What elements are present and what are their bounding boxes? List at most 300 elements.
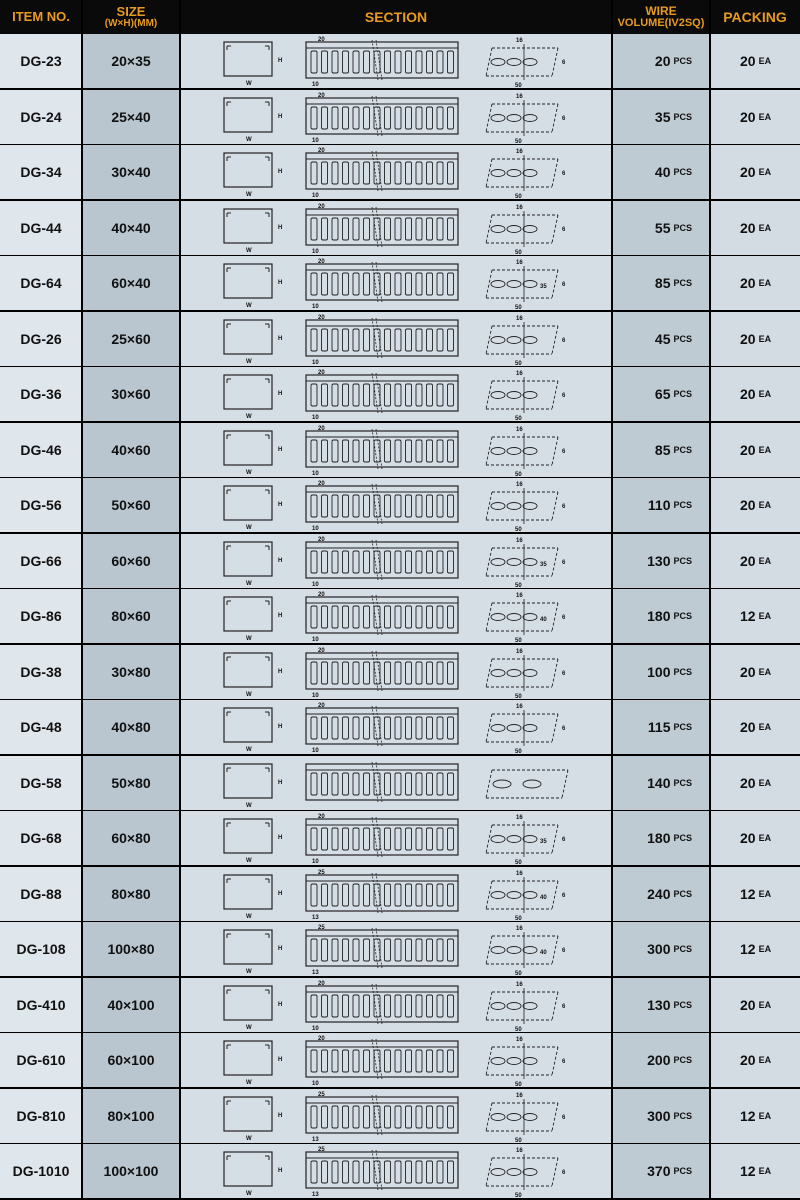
slot-dimension: 16: [516, 870, 523, 877]
comb-slot: [364, 1106, 370, 1128]
wire-unit: PCS: [673, 555, 692, 566]
section-diagram: [180, 700, 612, 754]
wire-volume: [612, 922, 710, 976]
mounting-hole: [523, 170, 537, 177]
extra-dimension: 6: [562, 1114, 566, 1121]
mounting-hole: [523, 392, 537, 399]
section-drawing: [180, 700, 612, 754]
duct-side-view: [306, 98, 458, 134]
hole-dimension: 50: [515, 471, 522, 477]
section-diagram: [180, 589, 612, 643]
comb-slot: [343, 107, 349, 129]
comb-slot: [343, 495, 349, 517]
wire-volume: [612, 534, 710, 588]
comb-slot: [406, 329, 412, 351]
packing-qty: [710, 256, 800, 310]
duct-cross-section: [224, 209, 272, 243]
cover-clip-mark: [227, 324, 269, 328]
table-row: [0, 145, 800, 199]
hole-dimension: 50: [515, 138, 522, 144]
base-dimension: 10: [312, 82, 319, 88]
comb-slot: [437, 939, 443, 961]
packing-qty: [710, 367, 800, 421]
pitch-dimension: 20: [318, 370, 325, 376]
table-row: [0, 367, 800, 421]
width-label: W: [246, 136, 252, 143]
comb-slot: [322, 717, 328, 739]
comb-slot: [364, 329, 370, 351]
comb-slot: [448, 884, 454, 906]
slot-dimension: 16: [516, 593, 523, 599]
comb-slot: [364, 1161, 370, 1183]
mounting-hole: [491, 1169, 505, 1176]
pitch-dimension: 20: [318, 92, 325, 99]
comb-slot: [385, 329, 391, 351]
mounting-hole: [507, 1058, 521, 1065]
mounting-hole: [523, 891, 537, 898]
cover-clip-mark: [227, 934, 269, 938]
packing-qty: [710, 90, 800, 144]
slot-dimension: 16: [516, 648, 523, 655]
base-plate-outline: [486, 659, 558, 687]
comb-slot: [437, 1050, 443, 1072]
extra-dimension: 6: [562, 1003, 566, 1010]
comb-slot: [343, 440, 349, 462]
mounting-hole: [523, 669, 537, 676]
comb-slot: [416, 51, 422, 73]
height-label: H: [278, 1112, 283, 1119]
wire-unit: PCS: [673, 444, 692, 455]
comb-slot: [353, 329, 359, 351]
wire-volume-value: 100: [647, 663, 671, 680]
comb-slot: [353, 162, 359, 184]
wire-volume: [612, 867, 710, 921]
hole-dimension: 50: [515, 638, 522, 643]
comb-slot: [427, 662, 433, 684]
comb-slot: [322, 606, 328, 628]
section-drawing: [180, 534, 612, 588]
item-size: 40×60: [82, 423, 180, 477]
comb-slot: [343, 939, 349, 961]
height-label: H: [278, 335, 283, 342]
wire-unit: PCS: [673, 944, 692, 954]
base-plate-outline: [486, 215, 558, 243]
height-label: H: [278, 58, 283, 64]
comb-slot: [406, 162, 412, 184]
comb-slot: [427, 551, 433, 573]
packing-unit: EA: [758, 777, 772, 788]
duct-side-view: [306, 875, 458, 911]
comb-slot: [322, 384, 328, 406]
extra-dimension: 6: [562, 837, 566, 843]
extra-dimension: 6: [562, 670, 566, 677]
duct-cross-section: [224, 875, 272, 909]
comb-slot: [332, 495, 338, 517]
comb-slot: [395, 384, 401, 406]
duct-side-view: [306, 986, 458, 1022]
cover-clip-mark: [227, 823, 269, 827]
comb-slot: [416, 828, 422, 850]
table-row: [0, 201, 800, 255]
break-line: [372, 817, 382, 857]
height-label: H: [278, 613, 283, 619]
comb-slot: [385, 218, 391, 240]
comb-slot: [395, 828, 401, 850]
packing-value: 20: [740, 497, 756, 513]
base-plate-outline: [486, 936, 558, 964]
comb-slot: [343, 329, 349, 351]
comb-slot: [353, 828, 359, 850]
item-number: DG-46: [0, 423, 82, 477]
comb-slot: [385, 107, 391, 129]
comb-slot: [437, 773, 443, 795]
mid-dimension: 40: [540, 617, 547, 623]
comb-slot: [322, 662, 328, 684]
comb-slot: [448, 329, 454, 351]
comb-slot: [353, 884, 359, 906]
comb-slot: [427, 273, 433, 295]
item-number: DG-23: [0, 34, 82, 88]
wire-volume: [612, 1144, 710, 1198]
duct-side-view: [306, 653, 458, 689]
cover-clip-mark: [227, 268, 269, 272]
comb-slot: [385, 773, 391, 795]
mounting-hole: [491, 59, 505, 66]
item-size: 50×80: [82, 756, 180, 810]
base-dimension: 13: [312, 914, 319, 921]
height-label: H: [278, 946, 283, 952]
packing-qty: [710, 1033, 800, 1087]
comb-slot: [427, 1050, 433, 1072]
comb-slot: [311, 995, 317, 1017]
comb-slot: [353, 218, 359, 240]
cover-clip-mark: [227, 1101, 269, 1105]
table-row: [0, 534, 800, 588]
duct-side-view: [306, 1041, 458, 1077]
comb-slot: [311, 606, 317, 628]
comb-slot: [364, 773, 370, 795]
section-diagram: [180, 478, 612, 532]
height-label: H: [278, 779, 283, 786]
comb-slot: [427, 995, 433, 1017]
mounting-hole: [523, 947, 537, 954]
mounting-hole: [493, 780, 511, 788]
packing-value: 20: [740, 275, 756, 291]
packing-unit: EA: [758, 333, 772, 344]
mounting-hole: [523, 780, 541, 788]
comb-slot: [311, 384, 317, 406]
slot-dimension: 16: [516, 426, 523, 433]
mid-dimension: 40: [540, 950, 547, 956]
duct-cross-section: [224, 542, 272, 576]
comb-slot: [406, 939, 412, 961]
comb-slot: [416, 551, 422, 573]
comb-slot: [448, 551, 454, 573]
comb-slot: [385, 551, 391, 573]
packing-value: 20: [740, 219, 756, 236]
item-number: DG-410: [0, 978, 82, 1032]
table-row: [0, 589, 800, 643]
comb-slot: [406, 606, 412, 628]
slot-dimension: 16: [516, 981, 523, 988]
cover-clip-mark: [227, 712, 269, 716]
comb-slot: [332, 551, 338, 573]
extra-dimension: 6: [562, 337, 566, 344]
packing-unit: EA: [758, 555, 772, 566]
packing-unit: EA: [758, 278, 772, 288]
duct-cross-section: [224, 708, 272, 742]
comb-slot: [395, 1050, 401, 1072]
height-label: H: [278, 169, 283, 175]
comb-slot: [322, 162, 328, 184]
comb-slot: [448, 662, 454, 684]
mid-dimension: 35: [540, 284, 547, 290]
comb-slot: [437, 218, 443, 240]
comb-slot: [364, 551, 370, 573]
packing-qty: [710, 1089, 800, 1143]
break-line: [372, 762, 382, 802]
mounting-hole: [491, 836, 505, 843]
wire-volume: [612, 811, 710, 865]
extra-dimension: 6: [562, 282, 566, 288]
width-label: W: [246, 358, 252, 365]
comb-slot: [406, 717, 412, 739]
width-label: W: [246, 525, 252, 531]
duct-side-view: [306, 597, 458, 633]
comb-slot: [343, 218, 349, 240]
comb-slot: [385, 662, 391, 684]
section-drawing: [180, 34, 612, 88]
item-number: DG-26: [0, 312, 82, 366]
mounting-hole: [523, 447, 537, 454]
mounting-hole: [523, 1058, 537, 1065]
wire-volume-value: 20: [654, 53, 671, 69]
mounting-hole: [507, 1113, 521, 1120]
break-line: [372, 318, 382, 358]
wire-volume-value: 115: [647, 719, 671, 735]
table-row: [0, 90, 800, 144]
comb-slot: [437, 606, 443, 628]
mounting-hole: [507, 281, 521, 288]
break-line: [372, 1039, 382, 1079]
height-label: H: [278, 557, 283, 564]
comb-slot: [332, 662, 338, 684]
comb-slot: [311, 51, 317, 73]
comb-slot: [364, 218, 370, 240]
cover-clip-mark: [227, 879, 269, 883]
width-label: W: [246, 247, 252, 254]
section-diagram: [180, 1033, 612, 1087]
packing-qty: [710, 478, 800, 532]
width-label: W: [246, 802, 252, 809]
hole-dimension: 50: [515, 582, 522, 588]
slot-dimension: 16: [516, 371, 523, 377]
comb-slot: [343, 995, 349, 1017]
duct-side-view: [306, 42, 458, 78]
comb-slot: [322, 329, 328, 351]
section-diagram: [180, 811, 612, 865]
base-dimension: 10: [312, 470, 319, 477]
wire-volume: [612, 589, 710, 643]
cover-clip-mark: [227, 379, 269, 383]
duct-side-view: [306, 209, 458, 245]
extra-dimension: 6: [562, 948, 566, 954]
base-dimension: 13: [312, 1136, 319, 1143]
duct-cross-section: [224, 486, 272, 520]
comb-slot: [395, 939, 401, 961]
comb-slot: [385, 51, 391, 73]
comb-slot: [416, 773, 422, 795]
mid-dimension: 40: [540, 894, 547, 901]
comb-slot: [311, 773, 317, 795]
mounting-hole: [491, 1113, 505, 1120]
width-label: W: [246, 192, 252, 198]
base-plate-outline: [486, 548, 558, 576]
comb-slot: [364, 1050, 370, 1072]
item-number: DG-24: [0, 90, 82, 144]
extra-dimension: 6: [562, 892, 566, 899]
wire-unit: PCS: [673, 56, 692, 66]
duct-cross-section: [224, 431, 272, 465]
duct-side-view: [306, 375, 458, 411]
comb-slot: [353, 717, 359, 739]
height-label: H: [278, 113, 283, 120]
wire-unit: PCS: [673, 500, 692, 510]
comb-slot: [437, 162, 443, 184]
comb-slot: [448, 51, 454, 73]
section-drawing: [180, 145, 612, 199]
mounting-hole: [491, 558, 505, 565]
mounting-hole: [507, 59, 521, 66]
item-size: 60×40: [82, 256, 180, 310]
width-label: W: [246, 303, 252, 309]
comb-slot: [311, 717, 317, 739]
comb-slot: [416, 995, 422, 1017]
comb-slot: [406, 1106, 412, 1128]
comb-slot: [332, 440, 338, 462]
comb-slot: [332, 1161, 338, 1183]
mounting-hole: [523, 558, 537, 565]
comb-slot: [448, 828, 454, 850]
comb-slot: [437, 828, 443, 850]
cover-clip-mark: [227, 435, 269, 439]
comb-slot: [427, 939, 433, 961]
item-size: 25×40: [82, 90, 180, 144]
wire-unit: PCS: [673, 278, 692, 288]
width-label: W: [246, 469, 252, 476]
pitch-dimension: 20: [318, 314, 325, 321]
wire-volume-value: 130: [647, 552, 671, 569]
comb-slot: [437, 1106, 443, 1128]
comb-slot: [343, 773, 349, 795]
base-dimension: 10: [312, 692, 319, 699]
section-diagram: [180, 756, 612, 810]
section-diagram: [180, 867, 612, 921]
hole-dimension: 50: [515, 305, 522, 310]
packing-unit: EA: [758, 500, 772, 510]
section-drawing: [180, 256, 612, 310]
hole-dimension: 50: [515, 1193, 522, 1198]
comb-slot: [416, 273, 422, 295]
duct-cross-section: [224, 597, 272, 631]
comb-slot: [364, 662, 370, 684]
comb-slot: [332, 1106, 338, 1128]
wire-volume: [612, 145, 710, 199]
comb-slot: [416, 662, 422, 684]
packing-value: 12: [740, 1107, 756, 1124]
pitch-dimension: 20: [318, 259, 325, 265]
wire-volume: [612, 423, 710, 477]
mounting-hole: [507, 170, 521, 177]
packing-unit: EA: [758, 611, 772, 621]
break-line: [372, 706, 382, 746]
comb-slot: [353, 107, 359, 129]
section-drawing: [180, 978, 612, 1032]
base-dimension: 10: [312, 193, 319, 199]
section-diagram: [180, 34, 612, 88]
packing-unit: EA: [758, 1110, 772, 1121]
comb-slot: [332, 995, 338, 1017]
comb-slot: [406, 440, 412, 462]
comb-slot: [395, 1106, 401, 1128]
comb-slot: [311, 662, 317, 684]
mounting-hole: [507, 836, 521, 843]
height-label: H: [278, 1057, 283, 1063]
pitch-dimension: 20: [318, 703, 325, 709]
item-number: DG-34: [0, 145, 82, 199]
comb-slot: [437, 662, 443, 684]
comb-slot: [437, 1161, 443, 1183]
mounting-hole: [491, 614, 505, 621]
base-dimension: 10: [312, 859, 319, 865]
packing-qty: [710, 1144, 800, 1198]
comb-slot: [427, 440, 433, 462]
comb-slot: [364, 495, 370, 517]
extra-dimension: 6: [562, 171, 566, 177]
hole-dimension: 50: [515, 693, 522, 699]
slot-dimension: 16: [516, 1037, 523, 1043]
comb-slot: [343, 717, 349, 739]
comb-slot: [353, 551, 359, 573]
cover-clip-mark: [227, 768, 269, 772]
comb-slot: [332, 773, 338, 795]
break-line: [372, 1095, 382, 1135]
comb-slot: [364, 107, 370, 129]
base-plate-outline: [486, 159, 558, 187]
item-number: DG-64: [0, 256, 82, 310]
comb-slot: [427, 773, 433, 795]
comb-slot: [416, 884, 422, 906]
comb-slot: [427, 218, 433, 240]
comb-slot: [427, 51, 433, 73]
mounting-hole: [523, 614, 537, 621]
item-number: DG-38: [0, 645, 82, 699]
wire-volume: [612, 90, 710, 144]
packing-unit: EA: [758, 833, 772, 843]
comb-slot: [395, 495, 401, 517]
height-label: H: [278, 890, 283, 897]
section-diagram: [180, 367, 612, 421]
base-plate-outline: [486, 48, 558, 76]
mounting-hole: [507, 891, 521, 898]
packing-qty: [710, 978, 800, 1032]
base-plate-outline: [486, 825, 558, 853]
wire-volume: [612, 478, 710, 532]
table-row: [0, 811, 800, 865]
comb-slot: [311, 440, 317, 462]
duct-side-view: [306, 542, 458, 578]
duct-side-view: [306, 153, 458, 189]
